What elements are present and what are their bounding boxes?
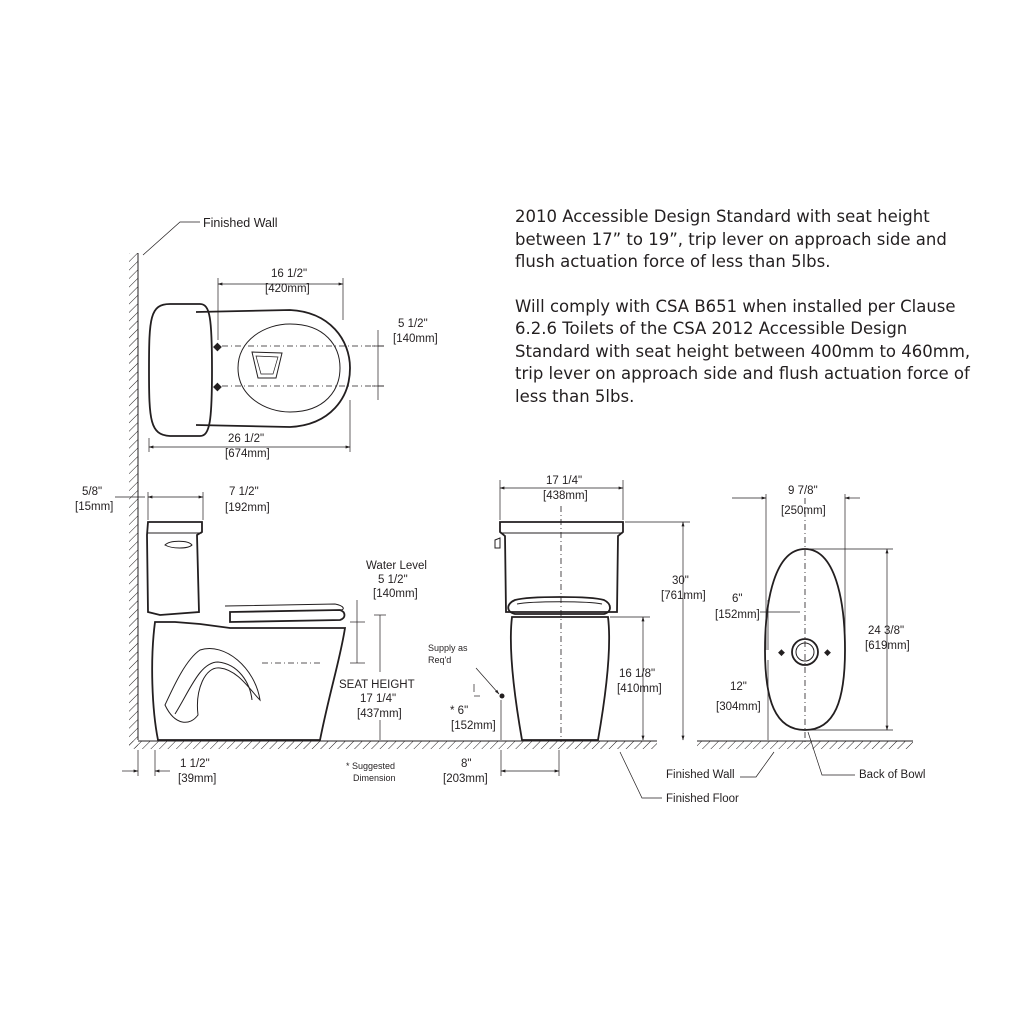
water-level-in: 5 1/2" — [378, 574, 408, 586]
note-csa-line1: Will comply with CSA B651 when installed per Clause — [515, 296, 956, 316]
top-bolt-in: 5 1/2" — [398, 318, 428, 330]
water-level-label: Water Level — [366, 560, 427, 572]
finished-floor-left — [129, 741, 657, 749]
base-width-in: 9 7/8" — [788, 485, 818, 497]
base-view — [765, 498, 845, 745]
finished-floor-right — [697, 741, 913, 749]
supply-offset-mm: [203mm] — [443, 773, 488, 785]
base-offset-mm: [39mm] — [178, 773, 217, 785]
top-bolt-mark-upper: ◆ — [213, 341, 222, 353]
front-height-mm: [761mm] — [661, 590, 706, 602]
supply-label-line1: Supply as — [428, 643, 468, 653]
finished-floor-label: Finished Floor — [666, 793, 739, 805]
top-length-mm: [674mm] — [225, 448, 270, 460]
note-ada-heading: 2010 Accessible Design Standard with seat height — [515, 207, 930, 226]
base-bolt-dimension — [715, 593, 800, 650]
base-rough-in: 12" — [730, 681, 747, 693]
front-rim-dimension — [610, 617, 662, 740]
supply-offset-in: 8" — [461, 758, 472, 770]
base-offset-in: 1 1/2" — [180, 758, 210, 770]
front-height-in: 30" — [672, 575, 689, 587]
back-of-bowl-callout — [808, 732, 925, 781]
supply-callout — [428, 643, 505, 740]
base-rough-dimension — [716, 660, 768, 740]
base-wall-label: Finished Wall — [666, 769, 735, 781]
note-ada-body: between 17” to 19”, trip lever on approach side and flush actuation force of less than 5lbs. — [515, 229, 947, 271]
base-bolt-in: 6" — [732, 593, 743, 605]
base-bolt-mark-left: ◆ — [778, 647, 785, 657]
base-width-mm: [250mm] — [781, 505, 826, 517]
top-bolt-dimension — [372, 318, 438, 400]
base-bolt-mm: [152mm] — [715, 609, 760, 621]
side-tank-depth-mm: [192mm] — [225, 502, 270, 514]
seat-height-mm: [437mm] — [357, 708, 402, 720]
side-view — [147, 522, 345, 740]
front-rim-mm: [410mm] — [617, 683, 662, 695]
seat-height-label: SEAT HEIGHT — [339, 679, 415, 691]
finished-wall-callout — [143, 216, 278, 255]
top-view — [149, 304, 385, 436]
note-csa-body: trip lever on approach side and flush actuation force of less than 5lbs. — [515, 364, 970, 406]
supply-offset-dimension — [443, 750, 559, 785]
top-bolt-mm: [140mm] — [393, 333, 438, 345]
finished-wall — [129, 253, 138, 748]
suggested-note-line1: * Suggested — [346, 761, 396, 771]
supply-label-line2: Req'd — [428, 655, 452, 665]
side-wall-gap-in: 5/8" — [82, 486, 103, 498]
water-level-dimension — [350, 560, 427, 663]
top-length-in: 26 1/2" — [228, 433, 265, 445]
back-of-bowl-label: Back of Bowl — [859, 769, 926, 781]
water-level-mm: [140mm] — [373, 588, 418, 600]
front-width-mm: [438mm] — [543, 490, 588, 502]
suggested-note-line2: Dimension — [353, 773, 396, 783]
side-tank-depth-dimension — [148, 486, 270, 520]
supply-height-in: * 6" — [450, 705, 469, 717]
base-wall-callout — [666, 752, 774, 781]
front-width-dimension — [500, 475, 623, 520]
seat-height-dimension — [339, 615, 415, 740]
top-length-dimension — [149, 400, 350, 460]
seat-height-in: 17 1/4" — [360, 693, 397, 705]
note-csa-line3: Standard with seat height between 400mm to 460mm, — [515, 341, 971, 361]
note-csa-line2: 6.2.6 Toilets of the CSA 2012 Accessible Design — [515, 319, 908, 338]
top-bolt-mark-lower: ◆ — [213, 381, 222, 393]
front-rim-in: 16 1/8" — [619, 668, 656, 680]
top-width-in: 16 1/2" — [271, 268, 308, 280]
base-bolt-mark-right: ◆ — [824, 647, 831, 657]
supply-height-mm: [152mm] — [451, 720, 496, 732]
base-length-in: 24 3/8" — [868, 625, 905, 637]
finished-wall-label: Finished Wall — [203, 216, 278, 230]
side-tank-depth-in: 7 1/2" — [229, 486, 259, 498]
base-length-dimension — [808, 549, 910, 730]
base-offset-dimension — [122, 750, 216, 785]
base-rough-mm: [304mm] — [716, 701, 761, 713]
front-height-dimension — [625, 522, 706, 740]
base-width-dimension — [732, 485, 860, 650]
front-width-in: 17 1/4" — [546, 475, 583, 487]
top-width-dimension — [218, 268, 343, 340]
top-width-mm: [420mm] — [265, 283, 310, 295]
front-view — [495, 506, 623, 742]
side-wall-gap-mm: [15mm] — [75, 501, 114, 513]
supply-point — [500, 694, 505, 699]
base-length-mm: [619mm] — [865, 640, 910, 652]
